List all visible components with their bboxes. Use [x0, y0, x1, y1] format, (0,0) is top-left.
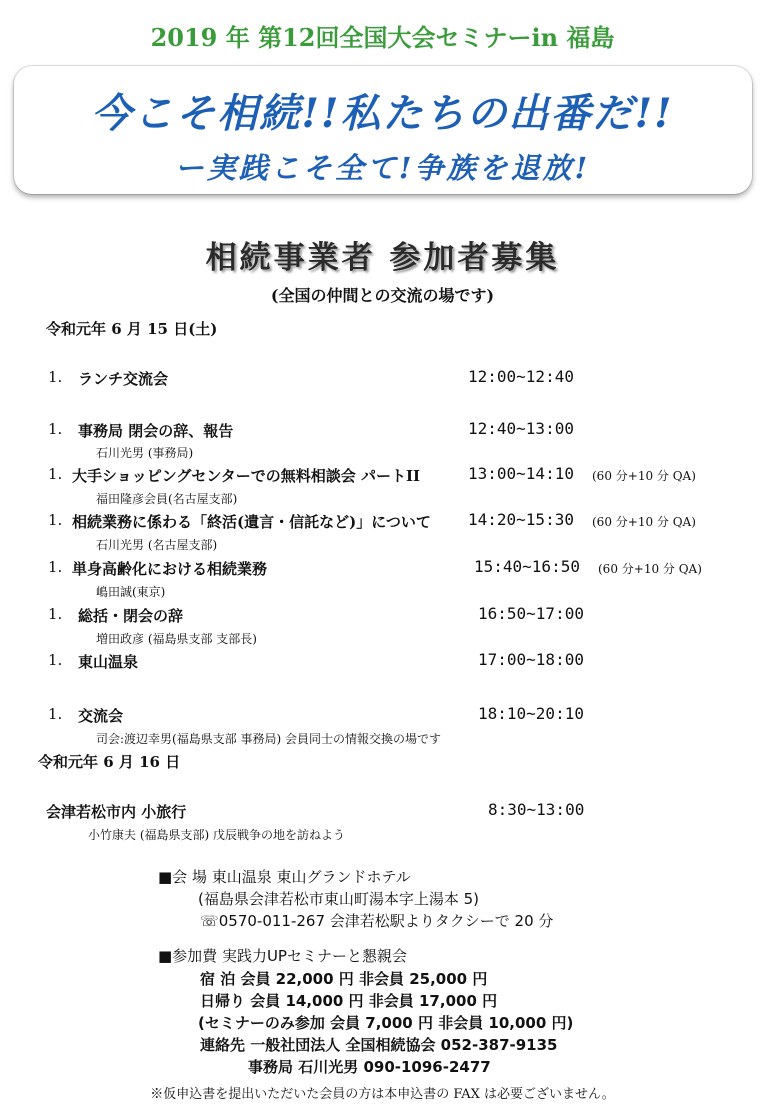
schedule-item-speaker: 嶋田誠(東京): [96, 585, 166, 599]
schedule-item-speaker: 石川光男 (名古屋支部): [96, 538, 218, 552]
schedule-item-time: 17:00~18:00: [478, 650, 584, 669]
item-number: 1.: [48, 705, 63, 723]
item-number: 1.: [48, 465, 63, 483]
item-number: 1.: [48, 511, 63, 529]
fee-day-trip: 日帰り 会員 14,000 円 非会員 17,000 円: [200, 992, 498, 1010]
schedule-item-title: 事務局 閉会の辞、報告: [78, 422, 234, 440]
schedule-item-title: 東山温泉: [78, 653, 139, 671]
day2-date: 令和元年 6 月 16 日: [38, 753, 181, 771]
venue-heading: ■会 場 東山温泉 東山グランドホテル: [158, 868, 411, 886]
schedule-item-time: 18:10~20:10: [478, 704, 584, 723]
venue-address: (福島県会津若松市東山町湯本字上湯本 5): [198, 890, 480, 908]
page-subtitle: (全国の仲間との交流の場です): [270, 286, 495, 305]
item-number: 1.: [48, 605, 63, 623]
schedule-item-qa-note: (60 分+10 分 QA): [592, 515, 696, 529]
footer-note: ※仮申込書を提出いただいた会員の方は本申込書の FAX は必要ございません。: [150, 1087, 615, 1102]
page-title: 相続事業者 参加者募集: [205, 240, 560, 276]
schedule-item-title: 単身高齢化における相続業務: [72, 560, 268, 578]
day1-date: 令和元年 6 月 15 日(土): [46, 320, 218, 338]
venue-phone: ☏0570-011-267 会津若松駅よりタクシーで 20 分: [200, 912, 554, 930]
fee-heading: ■参加費 実践力UPセミナーと懇親会: [158, 947, 407, 965]
seminar-header-title: 2019 年 第12回全国大会セミナーin 福島: [150, 23, 615, 52]
schedule-item-title: ランチ交流会: [78, 370, 169, 388]
schedule-item-speaker: 小竹康夫 (福島県支部) 戊辰戦争の地を訪ねよう: [88, 828, 345, 842]
slogan-line-2: ー実践こそ全て!争族を退放!: [174, 151, 591, 185]
office-line: 事務局 石川光男 090-1096-2477: [248, 1058, 491, 1076]
schedule-item-qa-note: (60 分+10 分 QA): [592, 469, 696, 483]
schedule-item-time: 13:00~14:10: [468, 464, 574, 483]
fee-overnight: 宿 泊 会員 22,000 円 非会員 25,000 円: [200, 970, 488, 988]
slogan-line-1: 今こそ相続!!私たちの出番だ!!: [91, 90, 674, 137]
schedule-item-time: 12:40~13:00: [468, 419, 574, 438]
schedule-item-time: 16:50~17:00: [478, 604, 584, 623]
schedule-item-time: 14:20~15:30: [468, 510, 574, 529]
schedule-item-speaker: 増田政彦 (福島県支部 支部長): [96, 632, 257, 646]
contact-line: 連絡先 一般社団法人 全国相続協会 052-387-9135: [200, 1036, 558, 1054]
item-number: 1.: [48, 420, 63, 438]
schedule-item-speaker: 石川光男 (事務局): [96, 446, 194, 460]
schedule-item-time: 12:00~12:40: [468, 367, 574, 386]
schedule-item-speaker: 司会:渡辺幸男(福島県支部 事務局) 会員同士の情報交換の場です: [96, 732, 442, 746]
item-number: 1.: [48, 368, 63, 386]
fee-seminar-only: (セミナーのみ参加 会員 7,000 円 非会員 10,000 円): [198, 1014, 574, 1032]
schedule-item-time: 8:30~13:00: [488, 800, 585, 819]
schedule-item-speaker: 福田隆彦会員(名古屋支部): [96, 492, 238, 506]
schedule-item-title: 交流会: [78, 707, 124, 725]
schedule-item-time: 15:40~16:50: [474, 557, 580, 576]
schedule-item-title: 総括・閉会の辞: [78, 607, 184, 625]
schedule-item-title: 会津若松市内 小旅行: [46, 803, 187, 821]
schedule-item-title: 大手ショッピングセンターでの無料相談会 パートII: [72, 467, 421, 485]
item-number: 1.: [48, 651, 63, 669]
schedule-item-qa-note: (60 分+10 分 QA): [598, 562, 702, 576]
item-number: 1.: [48, 558, 63, 576]
schedule-item-title: 相続業務に係わる「終活(遺言・信託など)」について: [72, 513, 431, 531]
